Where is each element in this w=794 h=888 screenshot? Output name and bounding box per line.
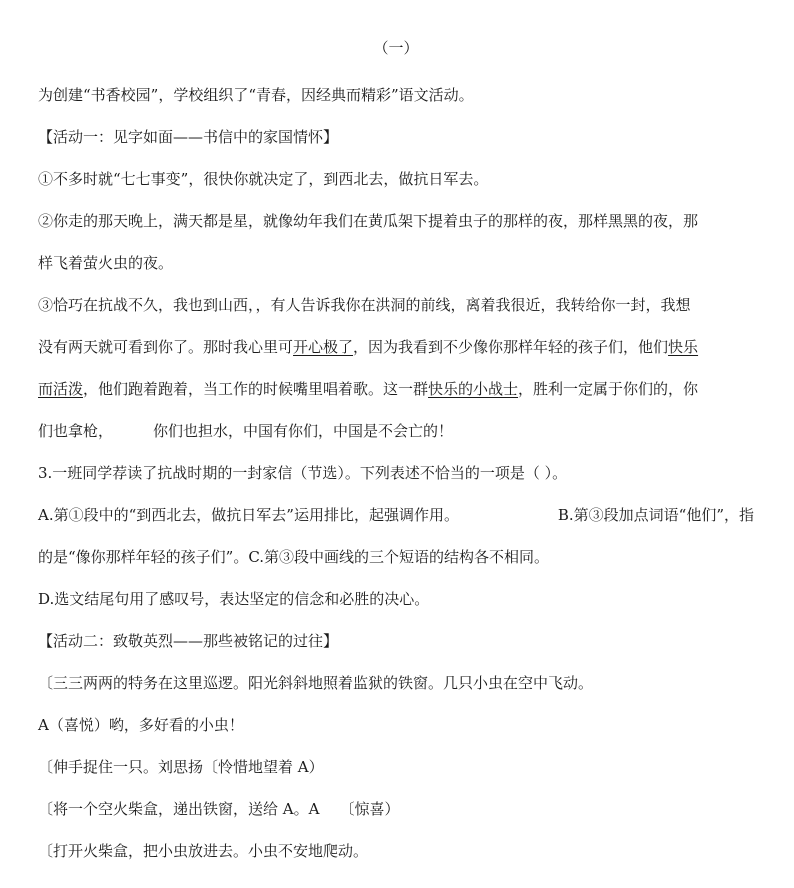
script-line-2: A（喜悦）哟，多好看的小虫！	[38, 716, 244, 734]
activity2-title: 【活动二：致敬英烈——那些被铭记的过往】	[38, 632, 339, 650]
letter-paragraph-1: ①不多时就“七七事变”，很快你就决定了，到西北去，做抗日军去。	[38, 170, 489, 188]
text-run: 们也拿枪，	[38, 422, 114, 440]
section-heading: （一）	[373, 39, 419, 57]
text-run: 你们也担水，中国有你们，中国是不会亡的！	[153, 422, 454, 440]
text-run: ，因为我看到不少像你那样年轻的孩子们，他们	[353, 338, 669, 356]
option-d: D.选文结尾句用了感叹号，表达坚定的信念和必胜的决心。	[38, 590, 430, 608]
underlined-phrase-3: 快乐的小战士	[428, 380, 519, 398]
underlined-phrase-2-start: 快乐	[668, 338, 699, 356]
activity1-title: 【活动一：见字如面——书信中的家国情怀】	[38, 128, 339, 146]
option-b-continued: 的是“像你那样年轻的孩子们”。	[38, 548, 249, 566]
script-line-5: 〔打开火柴盒，把小虫放进去。小虫不安地爬动。	[38, 842, 369, 860]
text-run: 〔将一个空火柴盒，递出铁窗，送给 A。A	[38, 800, 320, 818]
text-run: ，他们跑着跑着，当工作的时候嘴里唱着歌。这一群	[83, 380, 429, 398]
option-c: C.第③段中画线的三个短语的结构各不相同。	[248, 548, 550, 566]
underlined-phrase-1: 开心极了	[293, 338, 354, 356]
letter-paragraph-2-line-1: ②你走的那天晚上，满天都是星，就像幼年我们在黄瓜架下提着虫子的那样的夜，那样黑黑的夜，那	[38, 212, 699, 230]
text-run: ，胜利一定属于你们的，你	[518, 380, 699, 398]
letter-paragraph-3-line-3	[38, 368, 754, 410]
option-b-start: B.第③段加点词语“他们”，指	[557, 506, 754, 524]
text-run: 〔惊喜）	[339, 800, 400, 818]
intro-paragraph: 为创建“书香校园”，学校组织了“青春，因经典而精彩”语文活动。	[38, 86, 474, 104]
options-line-2	[38, 536, 754, 578]
text-run: 没有两天就可看到你了。那时我心里可	[38, 338, 294, 356]
script-line-1: 〔三三两两的特务在这里巡逻。阳光斜斜地照着监狱的铁窗。几只小虫在空中飞动。	[38, 674, 594, 692]
underlined-phrase-2-end: 而活泼	[38, 380, 84, 398]
options-line-1	[38, 494, 754, 536]
letter-paragraph-3-line-4	[38, 410, 754, 452]
letter-paragraph-2-line-2: 样飞着萤火虫的夜。	[38, 254, 174, 272]
option-a: A.第①段中的“到西北去，做抗日军去”运用排比，起强调作用。	[38, 506, 459, 524]
script-line-3: 〔伸手捉住一只。刘思扬〔怜惜地望着 A）	[38, 758, 324, 776]
letter-paragraph-3-line-1: ③恰巧在抗战不久，我也到山西，，有人告诉我你在洪洞的前线，离着我很近，我转给你一封，我想	[38, 296, 691, 314]
letter-paragraph-3-line-2	[38, 326, 754, 368]
script-line-4	[38, 788, 754, 830]
question-3: 3.一班同学荐读了抗战时期的一封家信（节选）。下列表述不恰当的一项是（ ）。	[38, 464, 568, 482]
